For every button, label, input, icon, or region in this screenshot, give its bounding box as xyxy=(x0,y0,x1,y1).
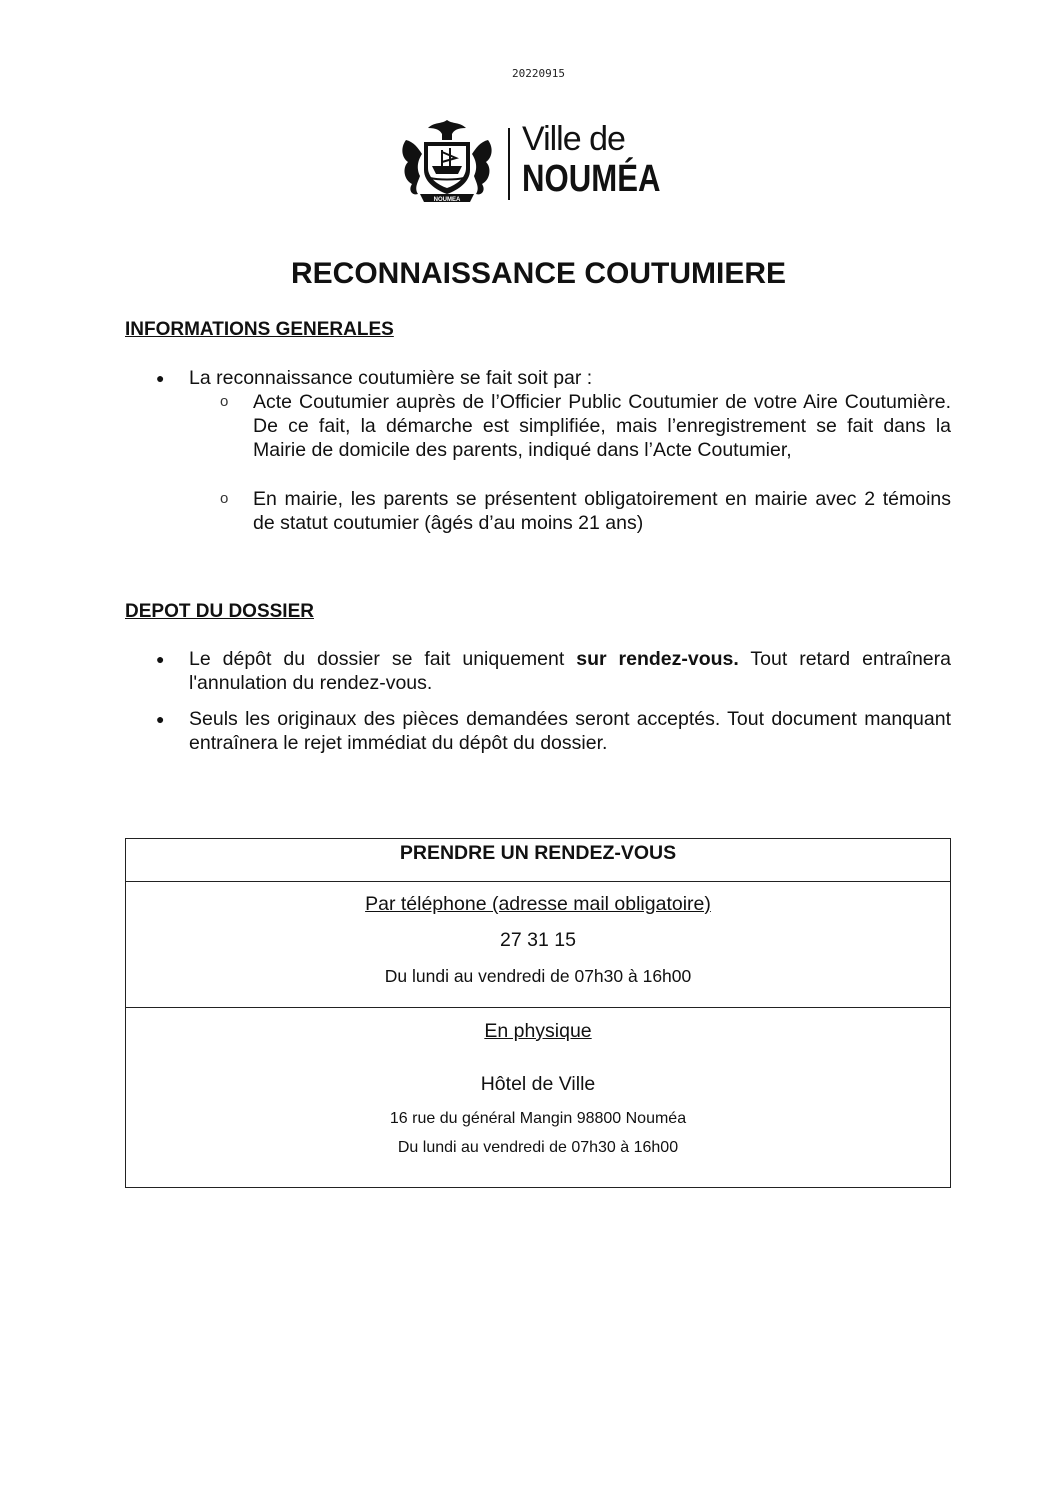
bullet-dot-icon: ● xyxy=(156,651,165,667)
depot-item-1-bold: sur rendez-vous. xyxy=(576,648,739,670)
rdv-physical-place: Hôtel de Ville xyxy=(480,1073,596,1095)
ville-de-noumea-logo xyxy=(398,118,688,206)
rdv-physical-address: 16 rue du général Mangin 98800 Nouméa xyxy=(389,1110,687,1127)
bullet-dot-icon: ● xyxy=(156,711,165,727)
rendez-vous-table xyxy=(125,838,951,1188)
rdv-phone-label: Par téléphone (adresse mail obligatoire) xyxy=(365,893,711,915)
bullet-dot-icon: ● xyxy=(156,370,165,386)
rdv-header: PRENDRE UN RENDEZ-VOUS xyxy=(399,842,677,864)
logo-divider xyxy=(508,128,510,200)
rdv-phone-hours: Du lundi au vendredi de 07h30 à 16h00 xyxy=(384,966,692,986)
circle-bullet-icon: o xyxy=(220,490,229,507)
logo-line1: Ville de xyxy=(522,120,625,158)
info-sub-item-1: Acte Coutumier auprès de l’Officier Public Coutumier de votre Aire Coutumière. De ce fait, la démarche est simplifiée, mais l’enregistrement se fait dans la Mairie de domicile des parents, indiqué dans l’Acte Coutumier, xyxy=(253,391,951,461)
rdv-physical-hours: Du lundi au vendredi de 07h30 à 16h00 xyxy=(397,1139,679,1156)
page-title: RECONNAISSANCE COUTUMIERE xyxy=(290,257,787,290)
info-bullet-text: La reconnaissance coutumière se fait soit par : xyxy=(189,367,593,389)
noumea-crest-icon xyxy=(398,118,496,204)
rdv-physical-label: En physique xyxy=(484,1020,592,1042)
logo-line2: NOUMÉA xyxy=(522,158,661,200)
depot-item-1 xyxy=(189,647,951,695)
depot-item-1-after: Tout retard entraînera l'annulation du rendez-vous. xyxy=(189,648,951,694)
crest-banner-text: NOUMEA xyxy=(433,197,461,203)
document-id: 20220915 xyxy=(512,67,565,80)
section-heading-depot: DEPOT DU DOSSIER xyxy=(125,601,314,622)
section-heading-informations: INFORMATIONS GENERALES xyxy=(125,319,394,340)
depot-item-1-before: Le dépôt du dossier se fait uniquement xyxy=(189,648,577,670)
info-sub-item-2: En mairie, les parents se présentent obligatoirement en mairie avec 2 témoins de statut coutumier (âgés d’au moins 21 ans) xyxy=(253,488,951,534)
depot-item-2: Seuls les originaux des pièces demandées seront acceptés. Tout document manquant entraînera le rejet immédiat du dépôt du dossier. xyxy=(189,708,951,754)
rdv-phone-number: 27 31 15 xyxy=(500,929,576,951)
rdv-row-divider xyxy=(126,1007,950,1008)
circle-bullet-icon: o xyxy=(220,393,229,410)
rdv-row-divider xyxy=(126,881,950,882)
